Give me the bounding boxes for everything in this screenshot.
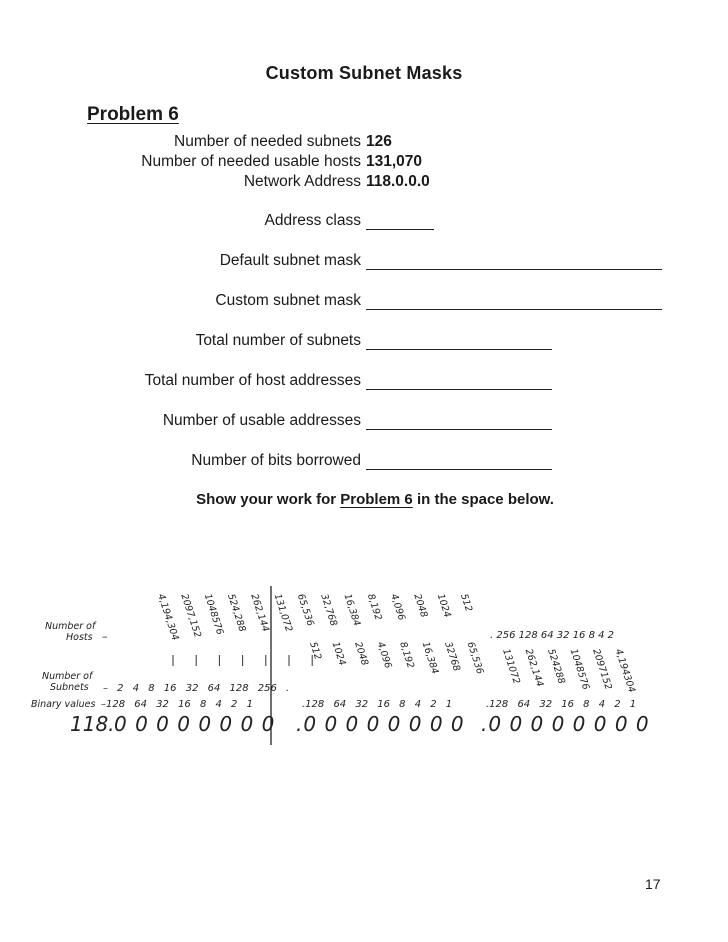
hosts-value: 16,384 bbox=[341, 592, 363, 628]
question-label: Total number of host addresses bbox=[144, 372, 361, 389]
subnets-value: 524288 bbox=[545, 647, 567, 686]
binary-octet2: .128 64 32 16 8 4 2 1 bbox=[302, 699, 453, 710]
subnets-value: 131072 bbox=[500, 647, 522, 686]
hosts-label: Hosts bbox=[66, 632, 93, 643]
hosts-value: 512 bbox=[458, 592, 475, 614]
subnets-label: Subnets bbox=[50, 682, 89, 693]
question-label: Default subnet mask bbox=[219, 252, 361, 269]
hosts-value: 262,144 bbox=[248, 592, 271, 634]
instruction-problem-ref: Problem 6 bbox=[340, 491, 413, 508]
instruction-text-end: in the space below. bbox=[412, 491, 554, 508]
hosts-label: Number of bbox=[45, 621, 96, 632]
answer-blank[interactable] bbox=[366, 412, 552, 430]
question-custom-mask bbox=[0, 292, 728, 314]
given-value: 126 bbox=[366, 133, 392, 150]
binary-octet1: –128 64 32 16 8 4 2 1 bbox=[101, 699, 253, 710]
binary-label: Binary values bbox=[31, 699, 96, 710]
address-prefix: 118. bbox=[70, 712, 115, 736]
hosts-value: 2097,152 bbox=[178, 592, 203, 640]
given-value: 131,070 bbox=[366, 153, 423, 170]
question-usable-addresses bbox=[0, 412, 728, 434]
answer-blank[interactable] bbox=[366, 452, 552, 470]
subnet-worksheet bbox=[0, 580, 728, 750]
question-label: Number of bits borrowed bbox=[191, 452, 361, 469]
hosts-value: 32,768 bbox=[318, 592, 339, 628]
address-octet2: .0 0 0 0 0 0 0 0 bbox=[296, 712, 465, 736]
question-total-hosts bbox=[0, 372, 728, 394]
subnets-label: Number of bbox=[42, 671, 93, 682]
hosts-value: 4,096 bbox=[388, 592, 408, 622]
hosts-value: 1024 bbox=[434, 592, 453, 619]
answer-blank[interactable] bbox=[366, 252, 662, 270]
binary-octet3: .128 64 32 16 8 4 2 1 bbox=[486, 699, 637, 710]
hosts-value: 2048 bbox=[411, 592, 430, 619]
given-row-network bbox=[0, 173, 728, 195]
answer-blank[interactable] bbox=[366, 292, 662, 310]
subnets-value: 512 bbox=[307, 640, 324, 662]
subnets-value: 4,096 bbox=[374, 640, 394, 670]
page-number: 17 bbox=[645, 876, 661, 892]
subnets-value: 1024 bbox=[329, 640, 348, 667]
question-default-mask bbox=[0, 252, 728, 274]
hosts-value: 4,194,304 bbox=[155, 592, 181, 642]
question-label: Number of usable addresses bbox=[162, 412, 361, 429]
subnets-value: 8,192 bbox=[397, 640, 417, 670]
hosts-value: 524,288 bbox=[225, 592, 248, 634]
address-octet1: 0 0 0 0 0 0 0 0 bbox=[114, 712, 276, 736]
given-row-hosts bbox=[0, 153, 728, 175]
subnets-value: 2097152 bbox=[590, 647, 614, 692]
work-instruction bbox=[0, 491, 728, 508]
given-label: Number of needed subnets bbox=[174, 133, 361, 150]
instruction-text: Show your work for bbox=[196, 491, 341, 508]
answer-blank[interactable] bbox=[366, 332, 552, 350]
question-total-subnets bbox=[0, 332, 728, 354]
given-row-subnets bbox=[0, 133, 728, 155]
address-octet3: .0 0 0 0 0 0 0 0 bbox=[481, 712, 650, 736]
subnets-value: 16,384 bbox=[419, 640, 441, 676]
subnets-value: 1048576 bbox=[567, 647, 592, 692]
given-value: 118.0.0.0 bbox=[366, 173, 430, 190]
subnets-value: 65,536 bbox=[464, 640, 486, 676]
subnets-value: 4,194304 bbox=[612, 647, 638, 695]
subnets-value: 32768 bbox=[442, 640, 462, 673]
subnets-row-octet1: – 2 4 8 16 32 64 128 256 . bbox=[103, 683, 290, 694]
question-label: Custom subnet mask bbox=[215, 292, 361, 309]
question-bits-borrowed bbox=[0, 452, 728, 474]
page-title: Custom Subnet Masks bbox=[265, 63, 463, 83]
question-label: Total number of subnets bbox=[195, 332, 361, 349]
hosts-dash: – bbox=[102, 630, 108, 643]
hosts-value: 1048576 bbox=[201, 592, 226, 637]
hosts-value: 131,072 bbox=[271, 592, 295, 634]
subnets-value: 2048 bbox=[352, 640, 371, 667]
given-label: Network Address bbox=[243, 173, 361, 190]
given-label: Number of needed usable hosts bbox=[141, 153, 361, 170]
question-label: Address class bbox=[264, 212, 361, 229]
answer-blank[interactable] bbox=[366, 212, 434, 230]
question-address-class bbox=[0, 212, 728, 234]
hosts-value: 8,192 bbox=[364, 592, 384, 622]
hosts-value: 65,536 bbox=[294, 592, 316, 628]
answer-blank[interactable] bbox=[366, 372, 552, 390]
hosts-row-octet3: . 256 128 64 32 16 8 4 2 bbox=[490, 630, 615, 641]
problem-heading: Problem 6 bbox=[87, 104, 179, 125]
subnets-value: 262,144 bbox=[522, 647, 546, 689]
